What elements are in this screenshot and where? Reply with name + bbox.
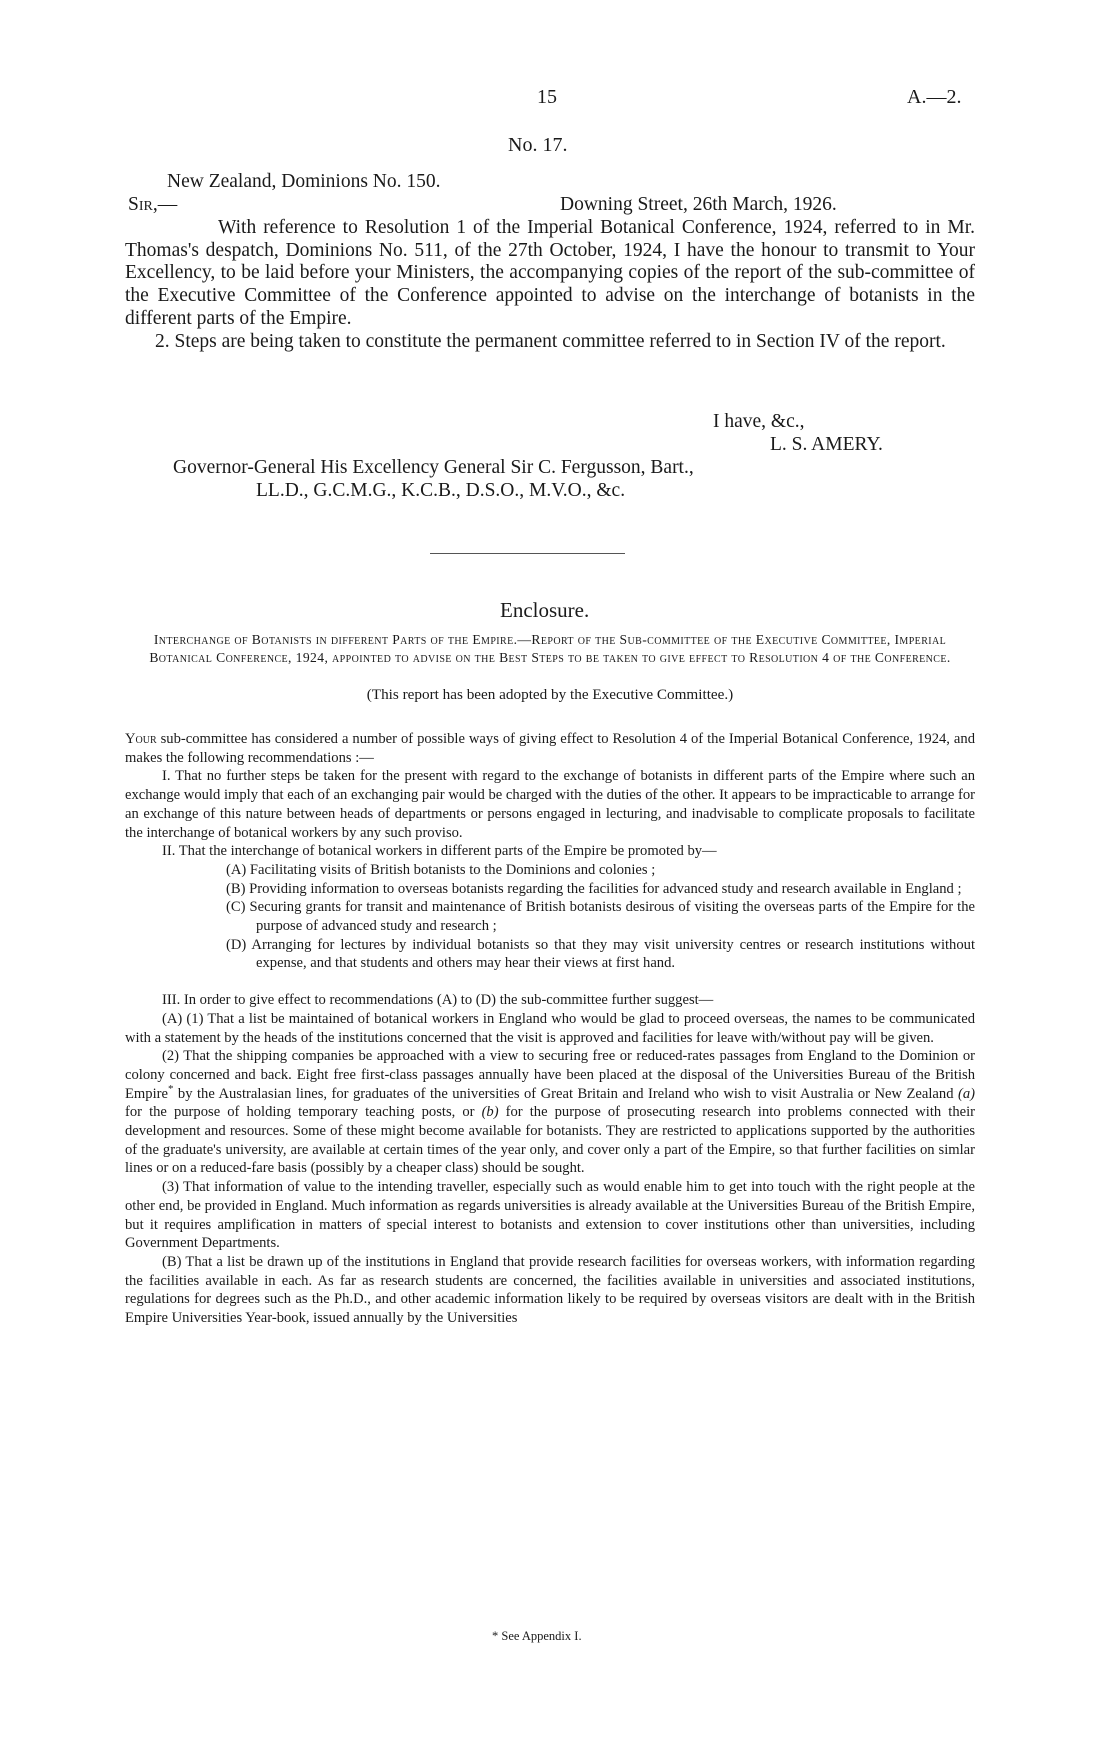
report-title: Interchange of Botanists in different Parts of the Empire.—Report of the Sub-committee of the Executive Committee, Imperial Botanical Conference, 1924, appointed to advise on the Best Steps to be taken to give effect to Resolution 4 of the Conference. <box>149 632 951 666</box>
a2-text-3: for the purpose of holding temporary teaching posts, or <box>125 1104 482 1121</box>
a2-label-b: (b) <box>481 1104 499 1121</box>
salutation: Sir,— <box>128 194 178 215</box>
recommendation-2-item-b: (B) Providing information to overseas botanists regarding the facilities for advanced study and research available in England ; <box>226 880 962 897</box>
recommendation-1: I. That no further steps be taken for the present with regard to the exchange of botanists in different parts of the Empire where such an exchange would imply that each of an exchanging pair would be charged with the duties of the other. It appears to be impracticable to arrange for an exchange of this nature between heads of departments or persons engaged in lecturing, and inadvisable to complicate proposals to facilitate the interchange of botanical workers by any such proviso. <box>125 768 975 841</box>
recommendation-3: III. In order to give effect to recommendations (A) to (D) the sub-committee further suggest— <box>162 992 714 1009</box>
report-body <box>125 730 975 1328</box>
recommendation-3-a1: (A) (1) That a list be maintained of botanical workers in England who would be glad to proceed overseas, the names to be communicated with a statement by the heads of the institutions concerned that the visit is approved and facilities for leave with/without pay will be given. <box>125 1010 975 1046</box>
a2-text-2: by the Australasian lines, for graduates of the universities of Great Britain and Ireland who wish to visit Australia or New Zealand <box>173 1085 958 1102</box>
adoption-note: (This report has been adopted by the Executive Committee.) <box>366 686 734 703</box>
footnote-mark: * <box>167 1082 174 1095</box>
letter-paragraph-1: With reference to Resolution 1 of the Imperial Botanical Conference, 1924, referred to in Mr. Thomas's despatch, Dominions No. 511, of the 27th October, 1924, I have the honour to transmit to Your Excellency, to be laid before your Ministers, the accompanying copies of the report of the sub-committee of the Executive Committee of the Conference appointed to advise on the interchange of botanists in the different parts of the Empire. <box>125 217 975 329</box>
footnote: * See Appendix I. <box>492 1629 582 1643</box>
intro-rest: sub-committee has considered a number of possible ways of giving effect to Resolution 4 of the Imperial Botanical Conference, 1924, and makes the following recommendations :— <box>125 731 975 766</box>
recommendation-3-a3: (3) That information of value to the intending traveller, especially such as would enable him to get into touch with the right people at the other end, be provided in England. Much information as regards universities is already available at the Universities Bureau of the British Empire, but it requires amplification in matters of special interest to botanists and extension to cover institutions other than universities, including Government Departments. <box>125 1179 975 1252</box>
recommendation-3-b: (B) That a list be drawn up of the institutions in England that provide research facilities for overseas workers, with information regarding the facilities available in each. As far as research students are concerned, the facilities available in universities and associated institutions, regulations for degrees such as the Ph.D., and other academic information likely to be required by overseas visitors are dealt with in the British Empire Universities Year-book, issued annually by the Universities <box>125 1253 975 1327</box>
enclosure-heading: Enclosure. <box>500 598 590 622</box>
dominion-reference: New Zealand, Dominions No. 150. <box>167 171 441 192</box>
report-intro <box>125 730 975 767</box>
letter-paragraph-2: 2. Steps are being taken to constitute the permanent committee referred to in Section IV of the report. <box>155 330 946 352</box>
addressee-line-1: Governor-General His Excellency General Sir C. Fergusson, Bart., <box>173 457 694 478</box>
a2-text-1: (2) That the shipping companies be approached with a view to securing free or reduced-rates passages from England to the Dominion or colony concerned and back. Eight free first-class passages annually have been placed at the disposal of the Universities Bureau of the British Empire <box>125 1048 975 1102</box>
recommendation-2-item-d: (D) Arranging for lectures by individual botanists so that they may visit university centres or research institutions without expense, and that students and others may hear their views at first hand. <box>226 936 975 972</box>
intro-lead: Your <box>125 731 157 747</box>
section-divider <box>430 553 625 554</box>
recommendation-2-item-c: (C) Securing grants for transit and maintenance of British botanists desirous of visiting the overseas parts of the Empire for the purpose of advanced study and research ; <box>226 899 975 935</box>
recommendation-2: II. That the interchange of botanical workers in different parts of the Empire be promoted by— <box>162 843 717 860</box>
recommendation-2-item-a: (A) Facilitating visits of British botanists to the Dominions and colonies ; <box>226 861 656 878</box>
closing: I have, &c., <box>713 411 805 432</box>
a2-label-a: (a) <box>957 1085 975 1102</box>
dispatch-place-date: Downing Street, 26th March, 1926. <box>560 194 837 215</box>
addressee-line-2: LL.D., G.C.M.G., K.C.B., D.S.O., M.V.O., &c. <box>256 480 626 501</box>
dispatch-number: No. 17. <box>508 134 568 156</box>
a2-text-4: for the purpose of prosecuting research into problems connected with their development and resources. Some of these might become available for botanists. They are restricted to applications supported by the authorities of the graduate's university, are available at certain times of the year only, and cover only a part of the Empire, so that further facilities on simlar lines or on a reduced-fare basis (possibly by a cheaper class) should be sought. <box>125 1104 976 1177</box>
letter-body <box>125 217 975 353</box>
page-number: 15 <box>537 86 557 108</box>
document-reference: A.—2. <box>907 86 962 108</box>
recommendation-3-a2 <box>125 1047 975 1178</box>
signature: L. S. AMERY. <box>770 434 883 455</box>
